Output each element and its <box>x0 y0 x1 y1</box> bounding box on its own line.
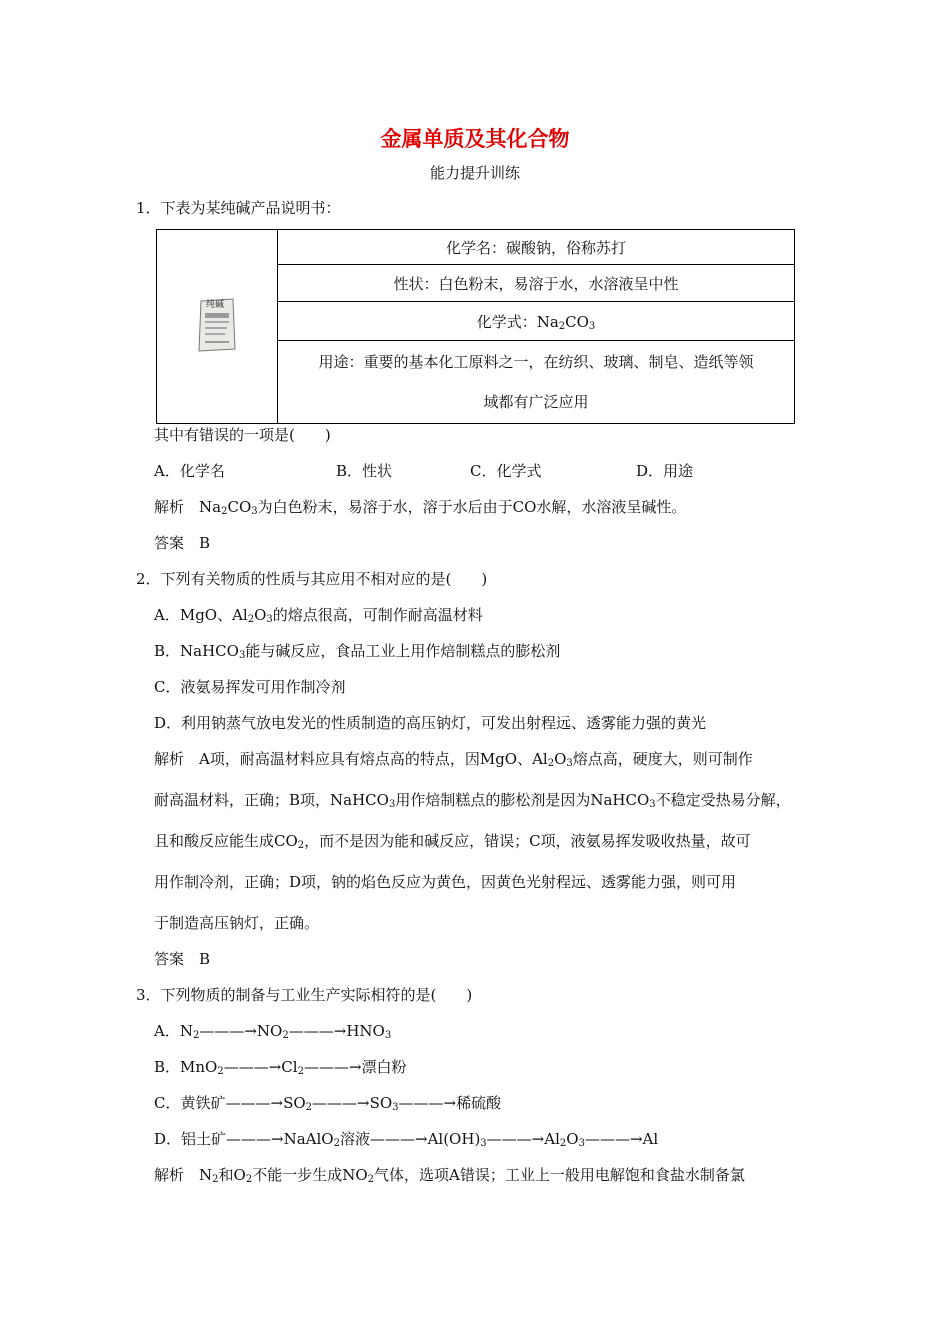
soda-bag-image <box>197 297 237 353</box>
q2-analysis-line4: 用作制冷剂，正确；D项，钠的焰色反应为黄色，因黄色光射程远、透雾能力强，则可用 <box>154 873 737 891</box>
q1-question: 其中有错误的一项是( ) <box>154 426 331 444</box>
q3-analysis: 解析 $N_2$和$O_2$不能一步生成$NO_2$气体，选项A错误；工业上一般用电解饱和食盐水制备氯 <box>154 1166 745 1185</box>
spec-row-formula: 化学式：$Na_2CO_3$ <box>278 302 795 341</box>
page-subtitle: 能力提升训练 <box>429 164 520 182</box>
q1-option-c: C．化学式 <box>470 462 542 480</box>
q2-stem: 2．下列有关物质的性质与其应用不相对应的是( ) <box>136 570 488 588</box>
q1-analysis: 解析 $Na_2CO_3$为白色粉末，易溶于水，溶于水后由于CO水解，水溶液呈碱性。 <box>154 498 687 517</box>
q1-answer: 答案 B <box>154 534 211 552</box>
q1-option-b: B．性状 <box>336 462 393 480</box>
soda-bag-label: 纯碱 <box>206 299 225 310</box>
q1-option-a: A．化学名 <box>154 462 225 480</box>
q2-analysis-line2: 耐高温材料，正确；B项，NaHCO$_3$用作焙制糕点的膨松剂是因为NaHCO$_3$不稳定受热易分解， <box>154 791 791 810</box>
q1-option-d: D．用途 <box>636 462 694 480</box>
page-title: 金属单质及其化合物 <box>380 127 570 151</box>
q1-stem: 1．下表为某纯碱产品说明书： <box>136 199 341 217</box>
q3-option-b: B．$MnO_2———\to Cl_2———\to$漂白粉 <box>154 1058 407 1077</box>
product-spec-table <box>156 229 795 424</box>
q2-analysis-line3: 且和酸反应能生成$CO_2$，而不是因为能和碱反应，错误；C项，液氨易挥发吸收热量，故可 <box>154 832 751 851</box>
q2-analysis-line1: 解析 A项，耐高温材料应具有熔点高的特点，因MgO、$Al_2O_3$熔点高，硬度大，则可制作 <box>154 750 753 769</box>
q2-analysis-line5: 于制造高压钠灯，正确。 <box>154 914 320 932</box>
spec-row-properties: 性状：白色粉末，易溶于水，水溶液呈中性 <box>278 265 795 302</box>
q2-option-b: B．NaHCO$_3$能与碱反应，食品工业上用作焙制糕点的膨松剂 <box>154 642 561 661</box>
product-image-cell <box>157 230 278 424</box>
spec-row-uses <box>278 341 795 424</box>
spec-row-chemical-name: 化学名：碳酸钠，俗称苏打 <box>278 230 795 265</box>
q3-option-d: D．铝土矿———→NaAlO$_2$溶液$———\to Al(OH)_3———\to Al_2O_3———\to Al$ <box>154 1130 659 1149</box>
q2-option-a: A．MgO、$Al_2O_3$的熔点很高，可制作耐高温材料 <box>154 606 483 625</box>
q2-option-c: C．液氨易挥发可用作制冷剂 <box>154 678 346 696</box>
q2-option-d: D．利用钠蒸气放电发光的性质制造的高压钠灯，可发出射程远、透雾能力强的黄光 <box>154 714 707 732</box>
q2-answer: 答案 B <box>154 950 211 968</box>
spec-uses-line1: 用途：重要的基本化工原料之一，在纺织、玻璃、制皂、造纸等领 <box>318 353 754 371</box>
q3-option-a: A．$N_2———\to NO_2———\to HNO_3$ <box>154 1022 392 1041</box>
q3-stem: 3．下列物质的制备与工业生产实际相符的是( ) <box>136 986 473 1004</box>
spec-uses-line2: 域都有广泛应用 <box>483 393 589 411</box>
q3-option-c: C．黄铁矿$———\to SO_2———\to SO_3———\to$稀硫酸 <box>154 1094 502 1113</box>
